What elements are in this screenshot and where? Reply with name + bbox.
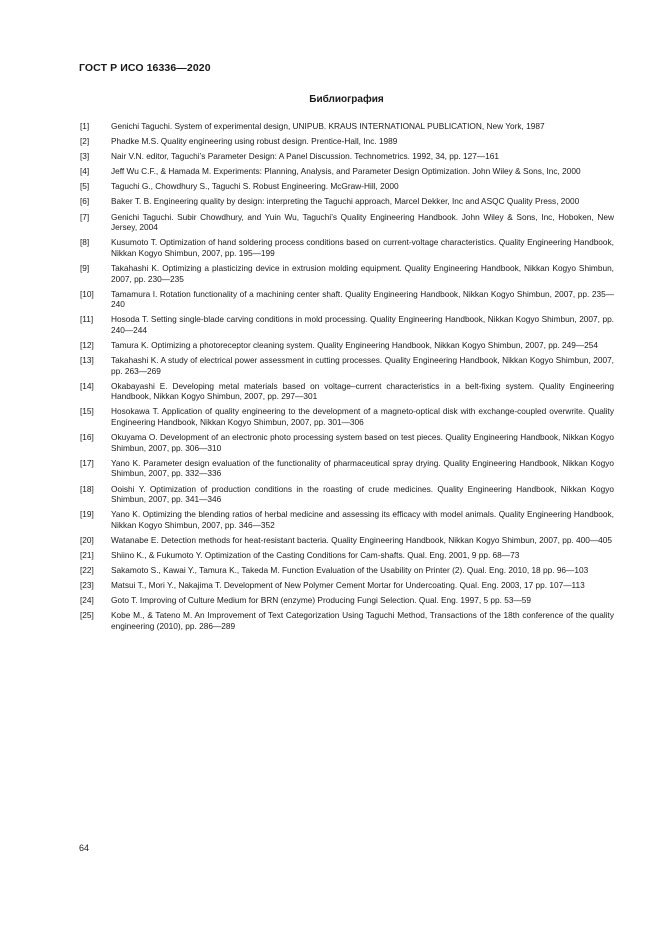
reference-text: Taguchi G., Chowdhury S., Taguchi S. Robust Engineering. McGraw-Hill, 2000 xyxy=(111,181,399,192)
reference-text: Yano K. Parameter design evaluation of the functionality of pharmaceutical spray drying. Quality Engineering Handbook, Nikkan Kogyo Shimbun, 2007, pp. 332—336 xyxy=(111,457,614,479)
reference-item xyxy=(80,610,614,631)
reference-number: [10] xyxy=(80,288,94,299)
reference-number: [12] xyxy=(80,340,94,350)
reference-text: Hosokawa T. Application of quality engineering to the development of a magneto-optical disk with exchange-coupled overwrite. Quality Engineering Handbook, Nikkan Kogyo Shimbun, 2007, pp. 301—306 xyxy=(111,406,614,428)
reference-number: [13] xyxy=(80,355,94,366)
reference-text: Watanabe E. Detection methods for heat-resistant bacteria. Quality Engineering Handbook, Nikkan Kogyo Shimbun, 2007, pp. 400—405 xyxy=(111,534,613,545)
reference-item xyxy=(80,432,614,453)
reference-text: Kusumoto T. Optimization of hand soldering process conditions based on current-voltage characteristics. Quality Engineering Handbook, Nikkan Kogyo Shimbun, 2007, pp. 195—199 xyxy=(111,237,614,258)
reference-item xyxy=(80,340,614,351)
reference-item xyxy=(80,166,614,177)
reference-item xyxy=(80,289,614,310)
reference-item xyxy=(80,121,614,132)
reference-number: [9] xyxy=(80,262,90,273)
reference-item xyxy=(80,565,614,576)
reference-item xyxy=(80,580,614,591)
reference-text: Baker T. B. Engineering quality by design: interpreting the Taguchi approach, Marcel Dekker, Inc and ASQC Quality Press, 2000 xyxy=(111,196,580,207)
reference-number: [22] xyxy=(80,565,94,576)
reference-item xyxy=(80,196,614,207)
reference-text: Takahashi K. A study of electrical power assessment in cutting processes. Quality Engineering Handbook, Nikkan Kogyo Shimbun, 2007, pp. 263—269 xyxy=(111,355,614,376)
reference-item xyxy=(80,136,614,147)
reference-number: [5] xyxy=(80,181,90,192)
reference-number: [17] xyxy=(80,457,94,468)
reference-text: Okuyama O. Development of an electronic photo processing system based on test pieces. Quality Engineering Handbook, Nikkan Kogyo Shimbun, 2007, pp. 306—310 xyxy=(111,432,614,453)
reference-number: [14] xyxy=(80,380,94,391)
reference-text: Matsui T., Mori Y., Nakajima T. Development of New Polymer Cement Mortar for Undercoating. Qual. Eng. 2003, 17 pp. 107—113 xyxy=(111,580,585,591)
reference-text: Goto T. Improving of Culture Medium for BRN (enzyme) Producing Fungi Selection. Qual. Eng. 1997, 5 pp. 53—59 xyxy=(111,595,531,606)
reference-text: Hosoda T. Setting single-blade carving conditions in mold processing. Quality Engineering Handbook, Nikkan Kogyo Shimbun, 2007, pp. 240—244 xyxy=(111,314,614,335)
document-header: ГОСТ Р ИСО 16336—2020 xyxy=(79,62,211,74)
reference-number: [2] xyxy=(80,136,90,147)
reference-text: Takahashi K. Optimizing a plasticizing device in extrusion molding equipment. Quality Engineering Handbook, Nikkan Kogyo Shimbun, 2007, pp. 230—235 xyxy=(111,262,614,284)
reference-number: [23] xyxy=(80,580,94,591)
reference-item xyxy=(80,314,614,335)
reference-text: Ooishi Y. Optimization of production conditions in the roasting of crude medicines. Quality Engineering Handbook, Nikkan Kogyo Shimbun, 2007, pp. 341—346 xyxy=(111,483,614,505)
reference-item xyxy=(80,550,614,561)
reference-number: [25] xyxy=(80,610,94,621)
reference-text: Yano K. Optimizing the blending ratios of herbal medicine and assessing its efficacy with model animals. Quality Engineering Handbook, Nikkan Kogyo Shimbun, 2007, pp. 346—352 xyxy=(111,509,614,530)
reference-number: [16] xyxy=(80,432,94,443)
reference-item xyxy=(80,237,614,258)
reference-number: [15] xyxy=(80,406,94,417)
reference-item xyxy=(80,212,614,233)
section-title-text: Библиография xyxy=(309,94,384,105)
reference-item xyxy=(80,509,614,530)
reference-number: [1] xyxy=(80,121,90,131)
reference-item xyxy=(80,595,614,606)
page-number: 64 xyxy=(79,843,90,853)
reference-number: [18] xyxy=(80,483,94,494)
reference-text: Genichi Taguchi. Subir Chowdhury, and Yuin Wu, Taguchi’s Quality Engineering Handbook. John Wiley & Sons, Inc, Hoboken, New Jersey, 2004 xyxy=(111,211,614,233)
reference-text: Nair V.N. editor, Taguchi’s Parameter Design: A Panel Discussion. Technometrics. 1992, 34, pp. 127—161 xyxy=(111,151,500,162)
reference-number: [4] xyxy=(80,166,90,177)
reference-text: Okabayashi E. Developing metal materials based on voltage–current characteristics in a belt-fixing system. Quality Engineering Handbook, Nikkan Kogyo Shimbun, 2007, pp. 297—301 xyxy=(111,380,614,402)
reference-text: Genichi Taguchi. System of experimental design, UNIPUB. KRAUS INTERNATIONAL PUBLICATION, New York, 1987 xyxy=(111,121,545,131)
reference-item xyxy=(80,263,614,284)
reference-item xyxy=(80,535,614,546)
reference-text: Tamamura I. Rotation functionality of a machining center shaft. Quality Engineering Handbook, Nikkan Kogyo Shimbun, 2007, pp. 235—240 xyxy=(111,288,614,310)
reference-text: Shiino K., & Fukumoto Y. Optimization of the Casting Conditions for Cam-shafts. Qual. Eng. 2001, 9 pp. 68—73 xyxy=(111,550,520,560)
reference-number: [20] xyxy=(80,534,94,545)
reference-item xyxy=(80,458,614,479)
bibliography-list xyxy=(80,121,614,636)
reference-number: [6] xyxy=(80,196,90,207)
reference-number: [21] xyxy=(80,550,94,560)
reference-item xyxy=(80,406,614,427)
reference-item xyxy=(80,151,614,162)
reference-item xyxy=(80,484,614,505)
reference-item xyxy=(80,381,614,402)
reference-number: [8] xyxy=(80,237,90,248)
reference-item xyxy=(80,181,614,192)
reference-text: Tamura K. Optimizing a photoreceptor cleaning system. Quality Engineering Handbook, Nikkan Kogyo Shimbun, 2007, pp. 249—254 xyxy=(111,340,599,350)
reference-number: [7] xyxy=(80,211,90,222)
section-title xyxy=(0,94,661,105)
reference-text: Kobe M., & Tateno M. An Improvement of Text Categorization Using Taguchi Method, Transactions of the 18th conference of the quality engineering (2010), pp. 286—289 xyxy=(111,610,614,631)
reference-number: [3] xyxy=(80,151,90,162)
reference-number: [11] xyxy=(80,314,94,325)
reference-text: Phadke M.S. Quality engineering using robust design. Prentice-Hall, Inc. 1989 xyxy=(111,136,398,147)
reference-text: Sakamoto S., Kawai Y., Tamura K., Takeda M. Function Evaluation of the Usability on Printer (2). Qual. Eng. 2010, 18 pp. 96—103 xyxy=(111,565,589,576)
reference-number: [24] xyxy=(80,595,94,606)
reference-item xyxy=(80,355,614,376)
reference-text: Jeff Wu C.F., & Hamada M. Experiments: Planning, Analysis, and Parameter Design Optimization. John Wiley & Sons, Inc, 2000 xyxy=(111,166,581,177)
reference-number: [19] xyxy=(80,509,94,520)
